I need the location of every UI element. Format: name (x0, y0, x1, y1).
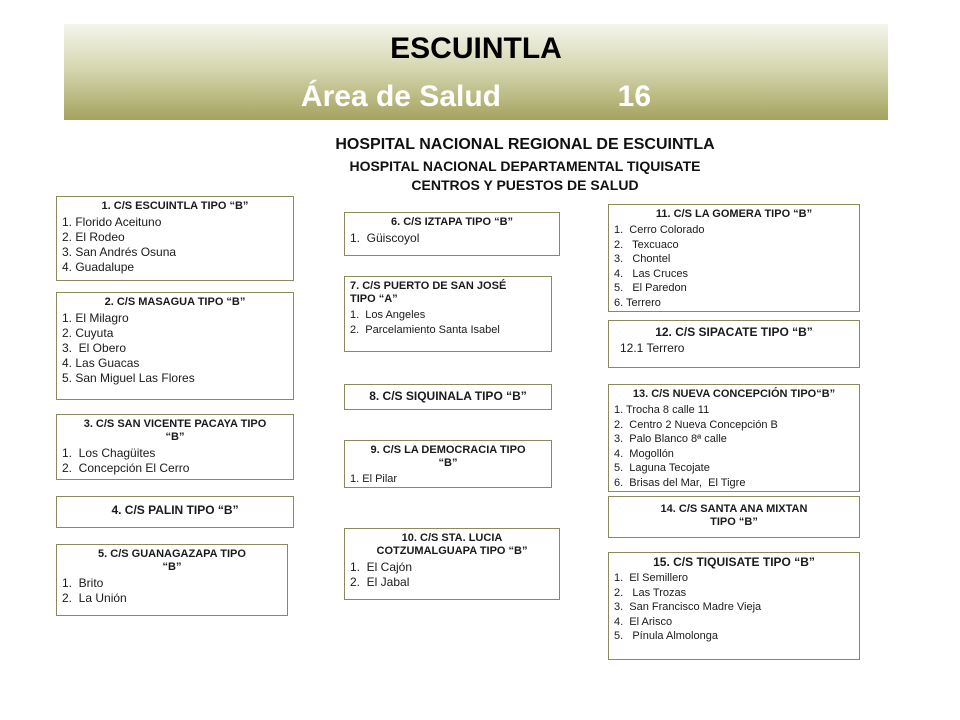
title-banner (64, 24, 888, 120)
health-center-box-3 (56, 414, 294, 480)
health-center-box-11 (608, 204, 860, 312)
health-post-item: 1. El Cajón (350, 560, 413, 574)
health-center-title: 7. C/S PUERTO DE SAN JOSÉ TIPO “A” (350, 280, 507, 305)
health-post-item: 2. Cuyuta (62, 326, 114, 340)
health-center-box-5 (56, 544, 288, 616)
health-post-item: 4. Las Cruces (614, 267, 688, 280)
health-post-item: 3. San Andrés Osuna (62, 245, 177, 259)
health-post-list (62, 446, 288, 476)
health-center-box-13 (608, 384, 860, 492)
health-post-list (614, 403, 854, 490)
health-center-box-6 (344, 212, 560, 256)
health-post-item: 3. Chontel (614, 253, 671, 265)
health-center-title: 6. C/S IZTAPA TIPO “B” (390, 216, 514, 228)
health-post-item: 1. Florido Aceituno (62, 215, 162, 229)
health-center-title: 9. C/S LA DEMOCRACIA TIPO “B” (370, 444, 526, 469)
health-center-box-4 (56, 496, 294, 528)
health-post-item: 1. El Pilar (350, 473, 398, 485)
health-post-item: 1. El Milagro (62, 311, 129, 325)
health-center-box-8 (344, 384, 552, 410)
health-post-list (350, 231, 554, 246)
health-post-item: 2. El Rodeo (62, 230, 125, 244)
health-center-box-12 (608, 320, 860, 368)
health-post-item: 1. Trocha 8 calle 11 (614, 404, 710, 416)
health-post-item: 1. Güiscoyol (350, 231, 420, 245)
health-post-item: 2. La Unión (62, 591, 127, 605)
health-center-title: 13. C/S NUEVA CONCEPCIÓN TIPO“B” (632, 388, 836, 400)
health-center-title: 10. C/S STA. LUCIA COTZUMALGUAPA TIPO “B” (376, 532, 528, 557)
health-post-list (62, 576, 282, 606)
health-post-list (62, 311, 288, 386)
health-post-item: 4. Mogollón (614, 447, 674, 460)
health-post-item: 3. El Obero (62, 341, 127, 355)
health-post-item: 2. Centro 2 Nueva Concepción B (614, 418, 778, 431)
health-post-item: 2. Concepción El Cerro (62, 461, 190, 475)
health-center-box-9 (344, 440, 552, 488)
health-post-item: 1. Los Chagüites (62, 446, 156, 460)
health-post-item: 2. Texcuaco (614, 238, 679, 251)
health-post-item: 6. Brisas del Mar, El Tigre (614, 476, 746, 489)
health-center-box-15 (608, 552, 860, 660)
health-center-box-14 (608, 496, 860, 538)
health-area-title: Área de Salud 16 (300, 80, 652, 113)
health-post-list (614, 341, 854, 356)
health-post-item: 6. Terrero (614, 296, 661, 309)
health-post-list (350, 308, 546, 337)
department-title: ESCUINTLA (390, 32, 562, 65)
health-post-item: 5. San Miguel Las Flores (62, 371, 195, 385)
health-center-title: 1. C/S ESCUINTLA TIPO “B” (101, 200, 249, 212)
heading-regional-hospital: HOSPITAL NACIONAL REGIONAL DE ESCUINTLA (335, 136, 715, 153)
heading-departmental-hospital: HOSPITAL NACIONAL DEPARTAMENTAL TIQUISATE (349, 158, 701, 174)
health-center-box-2 (56, 292, 294, 400)
health-center-box-10 (344, 528, 560, 600)
health-post-item: 5. Laguna Tecojate (614, 462, 710, 474)
health-post-list (614, 223, 854, 310)
health-post-item: 2. Parcelamiento Santa Isabel (350, 323, 500, 336)
health-post-list (614, 571, 854, 644)
health-post-item: 1. Brito (62, 576, 104, 590)
health-center-title: 12. C/S SIPACATE TIPO “B” (655, 325, 813, 339)
health-post-item: 3. Palo Blanco 8ª calle (614, 433, 727, 445)
health-center-title: 5. C/S GUANAGAZAPA TIPO “B” (98, 548, 246, 573)
health-center-title: 14. C/S SANTA ANA MIXTAN TIPO “B” (660, 503, 808, 528)
health-post-item: 1. El Semillero (614, 572, 688, 584)
health-post-item: 5. Pínula Almolonga (614, 630, 718, 642)
health-center-title: 8. C/S SIQUINALA TIPO “B” (369, 389, 527, 403)
health-post-list (62, 215, 288, 275)
health-post-item: 3. San Francisco Madre Vieja (614, 601, 762, 613)
health-post-item: 2. Las Trozas (614, 586, 687, 599)
health-center-title: 2. C/S MASAGUA TIPO “B” (104, 296, 246, 308)
health-post-item: 2. El Jabal (350, 575, 410, 589)
health-center-title: 15. C/S TIQUISATE TIPO “B” (653, 555, 815, 569)
health-post-list (350, 560, 554, 590)
health-center-title: 3. C/S SAN VICENTE PACAYA TIPO “B” (83, 418, 267, 443)
health-center-title: 4. C/S PALIN TIPO “B” (111, 503, 239, 517)
health-center-title: 11. C/S LA GOMERA TIPO “B” (655, 208, 813, 220)
health-post-item: 5. El Paredon (614, 282, 687, 294)
health-post-item: 12.1 Terrero (620, 341, 685, 355)
health-center-box-7 (344, 276, 552, 352)
health-post-item: 1. Cerro Colorado (614, 224, 705, 236)
health-post-item: 4. El Arisco (614, 615, 673, 628)
health-post-item: 4. Guadalupe (62, 260, 135, 274)
health-post-item: 4. Las Guacas (62, 356, 140, 370)
health-center-box-1 (56, 196, 294, 281)
health-post-list (350, 472, 546, 487)
heading-health-centers: CENTROS Y PUESTOS DE SALUD (411, 177, 639, 193)
health-post-item: 1. Los Angeles (350, 309, 426, 321)
